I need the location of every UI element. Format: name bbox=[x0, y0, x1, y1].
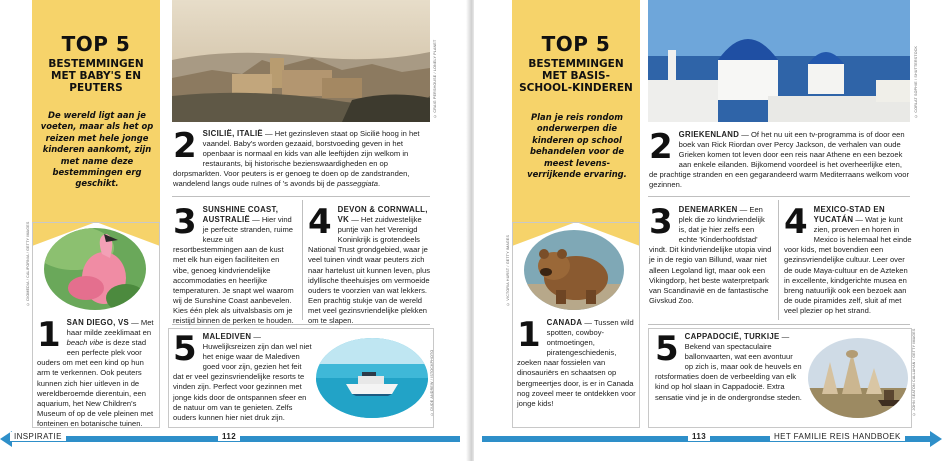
left-page-number: 112 bbox=[218, 432, 240, 441]
entry-2-number: 2 bbox=[173, 126, 197, 166]
entry-5-text: — Huwelijksreizen zijn dan wel niet het enige waar de Malediven goed voor zijn, gezien het feit dat er veel gezinsvriendelijke resorts te vinden zijn. Perfect voor gezinnen met jonge kids door de ontspannen sfeer en de natuur om van te genieten. Zelfs ouders kunnen hier niet druk zijn. bbox=[173, 332, 312, 422]
right-page-number: 113 bbox=[688, 432, 710, 441]
left-banner-title: TOP 5 bbox=[61, 32, 131, 56]
divider bbox=[648, 324, 910, 325]
entry-5-frame bbox=[648, 328, 912, 428]
entry-3-sunshine-coast bbox=[173, 202, 297, 326]
entry-5-number: 5 bbox=[173, 329, 197, 369]
entry-2-text: — Het gezinsleven staat op Sicilië hoog in het vaandel. Baby's worden gezaaid, borstvoeding geven in het openbaar is normaal en kids van alle leeftijden zijn welkom in restaurants, bij historische bezienswaardigheden en op dorpsmarkten. Voor peuters is er genoeg te doen op de zandstranden, wandelend langs oude ruïnes of 's avonds bij de bbox=[173, 129, 420, 189]
entry-5-frame bbox=[168, 328, 434, 428]
left-banner bbox=[32, 0, 160, 222]
entry-1-emphasis: beach vibe bbox=[66, 338, 104, 348]
left-page bbox=[0, 0, 468, 461]
entry-3-heading: DENEMARKEN bbox=[678, 205, 738, 214]
entry-4-devon-cornwall bbox=[308, 202, 434, 326]
entry-3-text: — Hier vind je perfecte stranden, ruime keuze uit resortbestemmingen aan de kust met elk hun eigen faciliteiten en vibe, genoeg kindvriendelijke accommodaties en heerlijke temperaturen. Je snapt wel waarom wij de Sunshine Coast aanbevelen. Kies één plek als uitvalsbasis om je reistijd binnen de perken te houden. bbox=[173, 215, 294, 326]
divider bbox=[302, 200, 303, 320]
divider bbox=[778, 200, 779, 320]
entry-4-text: — Het zuidwestelijke puntje van het Verenigd Koninkrijk is grotendeels National Trust grondgebied, waar je veel tuinen vindt waar peuters zich naar hartelust uit kunnen leven, plus idyllische theehuisjes om vermoeide ouders te voorzien van wat lekkers. Een prachtig stukje van de wereld met veel gezinsvriendelijke plekken om te slapen. bbox=[308, 215, 431, 326]
entry-3-number: 3 bbox=[649, 202, 673, 242]
entry-4-number: 4 bbox=[784, 202, 808, 242]
entry-2-text: — Of het nu uit een tv-programma is of door een boek van Rick Riordan over Percy Jackson, de verhalen van oude Grieken komen tot leven door een reis naar Athene en een bezoek aan enkele eilanden. Bijkomend voordeel is het overheerlijke eten, de prachtige stranden en een gegarandeerd warm Mediterraans welkom voor gezinnen. bbox=[649, 130, 910, 190]
right-banner bbox=[512, 0, 640, 222]
entry-5-number: 5 bbox=[655, 329, 679, 369]
entry-2-tail: . bbox=[377, 179, 381, 189]
entry-1-text: — Tussen wild spotten, cowboy-ontmoetingen, piratengeschiedenis, zoeken naar fossielen van dinosauriërs en schaatsen op bergmeertjes door, is er in Canada nog zoveel meer te ontdekken voor jonge kids! bbox=[517, 318, 636, 408]
sicily-photo bbox=[172, 0, 430, 122]
entry-1-heading: CANADA bbox=[546, 318, 583, 327]
entry-5-heading: CAPPADOCIË, TURKIJE bbox=[684, 332, 780, 341]
entry-3-denmark bbox=[649, 202, 773, 306]
entry-4-heading: MEXICO-STAD EN YUCATÁN bbox=[813, 205, 885, 225]
bear-photo-credit: © VICTORIA HURST / GETTY IMAGES bbox=[506, 234, 510, 306]
sicily-photo-credit: © CRAIG PERSHOUSE / LONELY PLANET bbox=[433, 39, 437, 118]
boat-photo-credit: © DUDE ANDREW / ISTOCKPHOTO bbox=[430, 349, 434, 416]
entry-4-mexico bbox=[784, 202, 912, 316]
entry-2-heading: SICILIË, ITALIË bbox=[202, 129, 263, 138]
cappadocia-photo-credit: © JOHN SEATON CALLAHAN / GETTY IMAGES bbox=[912, 328, 916, 416]
entry-3-text: — Een plek die zo kindvriendelijk is, dat je hier zelfs een echte 'Kinderhoofdstad' vindt. Dit kindvriendelijke utopia vind je in de regio van Billund, waar niet alleen Legoland ligt, maar ook een Vikingdorp, het beste waterpretpark van Scandinavië en de fantastische Givskud Zoo. bbox=[649, 205, 772, 305]
right-footer-section: HET FAMILIE REIS HANDBOEK bbox=[770, 432, 905, 441]
santorini-photo-credit: © CORLAT SOPHIE / SHUTTERSTOCK bbox=[914, 45, 918, 118]
left-footer-section: INSPIRATIE bbox=[10, 432, 66, 441]
divider bbox=[172, 196, 430, 197]
entry-3-heading: SUNSHINE COAST, AUSTRALIË bbox=[202, 205, 279, 225]
flamingo-photo-credit: © DIOMEDIA / CALIFORNIA / GETTY IMAGES bbox=[26, 221, 30, 306]
entry-2-emphasis: passeggiata bbox=[337, 179, 378, 189]
right-banner-title: TOP 5 bbox=[541, 32, 611, 56]
entry-1-canada bbox=[517, 315, 637, 409]
entry-5-heading: MALEDIVEN bbox=[202, 332, 252, 341]
right-footer-arrow-icon bbox=[930, 431, 942, 447]
entry-4-heading: DEVON & CORNWALL, VK bbox=[337, 205, 428, 225]
left-banner-subtitle: BESTEMMINGEN MET BABY'S EN PEUTERS bbox=[48, 58, 144, 94]
entry-2-greece bbox=[649, 127, 911, 191]
entry-1-san-diego bbox=[37, 315, 157, 429]
entry-4-number: 4 bbox=[308, 202, 332, 242]
entry-2-heading: GRIEKENLAND bbox=[678, 130, 740, 139]
entry-1-tail: is deze stad een perfecte plek voor ouders om met een kind op hun arm te verkennen. Ook peuters kunnen zich hier uitleven in de wereldberoemde dierentuin, een aquarium, het New Children's Museum of op de vele pleinen met fonteinen en botanische tuinen. bbox=[37, 338, 154, 428]
right-banner-subtitle: BESTEMMINGEN MET BASIS-SCHOOL-KINDEREN bbox=[519, 58, 633, 94]
entry-2-number: 2 bbox=[649, 127, 673, 167]
entry-4-text: — Wat je kunt zien, proeven en horen in Mexico is helemaal het einde voor kids, met bovendien een gezinsvriendelijke cultuur. Leer over de oude Maya-cultuur en de Azteken in excellente, kindgerichte musea en breng natuurlijk ook een bezoek aan de oude piramides zelf, sluit af met veel plezier op het strand. bbox=[784, 215, 912, 315]
divider bbox=[648, 196, 910, 197]
santorini-photo bbox=[648, 0, 910, 122]
right-page bbox=[474, 0, 942, 461]
right-banner-intro: Plan je reis rondom onderwerpen die kinderen op school behandelen voor de meest levens-verrijkende ervaring. bbox=[527, 112, 627, 180]
left-banner-intro: De wereld ligt aan je voeten, maar als het op reizen met hele jonge kinderen aankomt, zijn met name deze bestemmingen erg geschikt. bbox=[40, 110, 154, 189]
entry-1-number: 1 bbox=[37, 315, 61, 355]
entry-3-number: 3 bbox=[173, 202, 197, 242]
entry-2-sicily bbox=[173, 126, 435, 190]
entry-1-text: — Met haar milde zeeklimaat en bbox=[66, 318, 154, 338]
entry-5-text: — Bekend van spectaculaire ballonvaarten, wat een avontuur op zich is, maar ook de heuvels en rotsformaties doen de verbeelding van elk kind op hol slaan in Cappadocië. Extra sensatie vind je in de ondergrondse steden. bbox=[655, 332, 802, 402]
entry-1-number: 1 bbox=[517, 315, 541, 355]
entry-1-heading: SAN DIEGO, VS bbox=[66, 318, 130, 327]
